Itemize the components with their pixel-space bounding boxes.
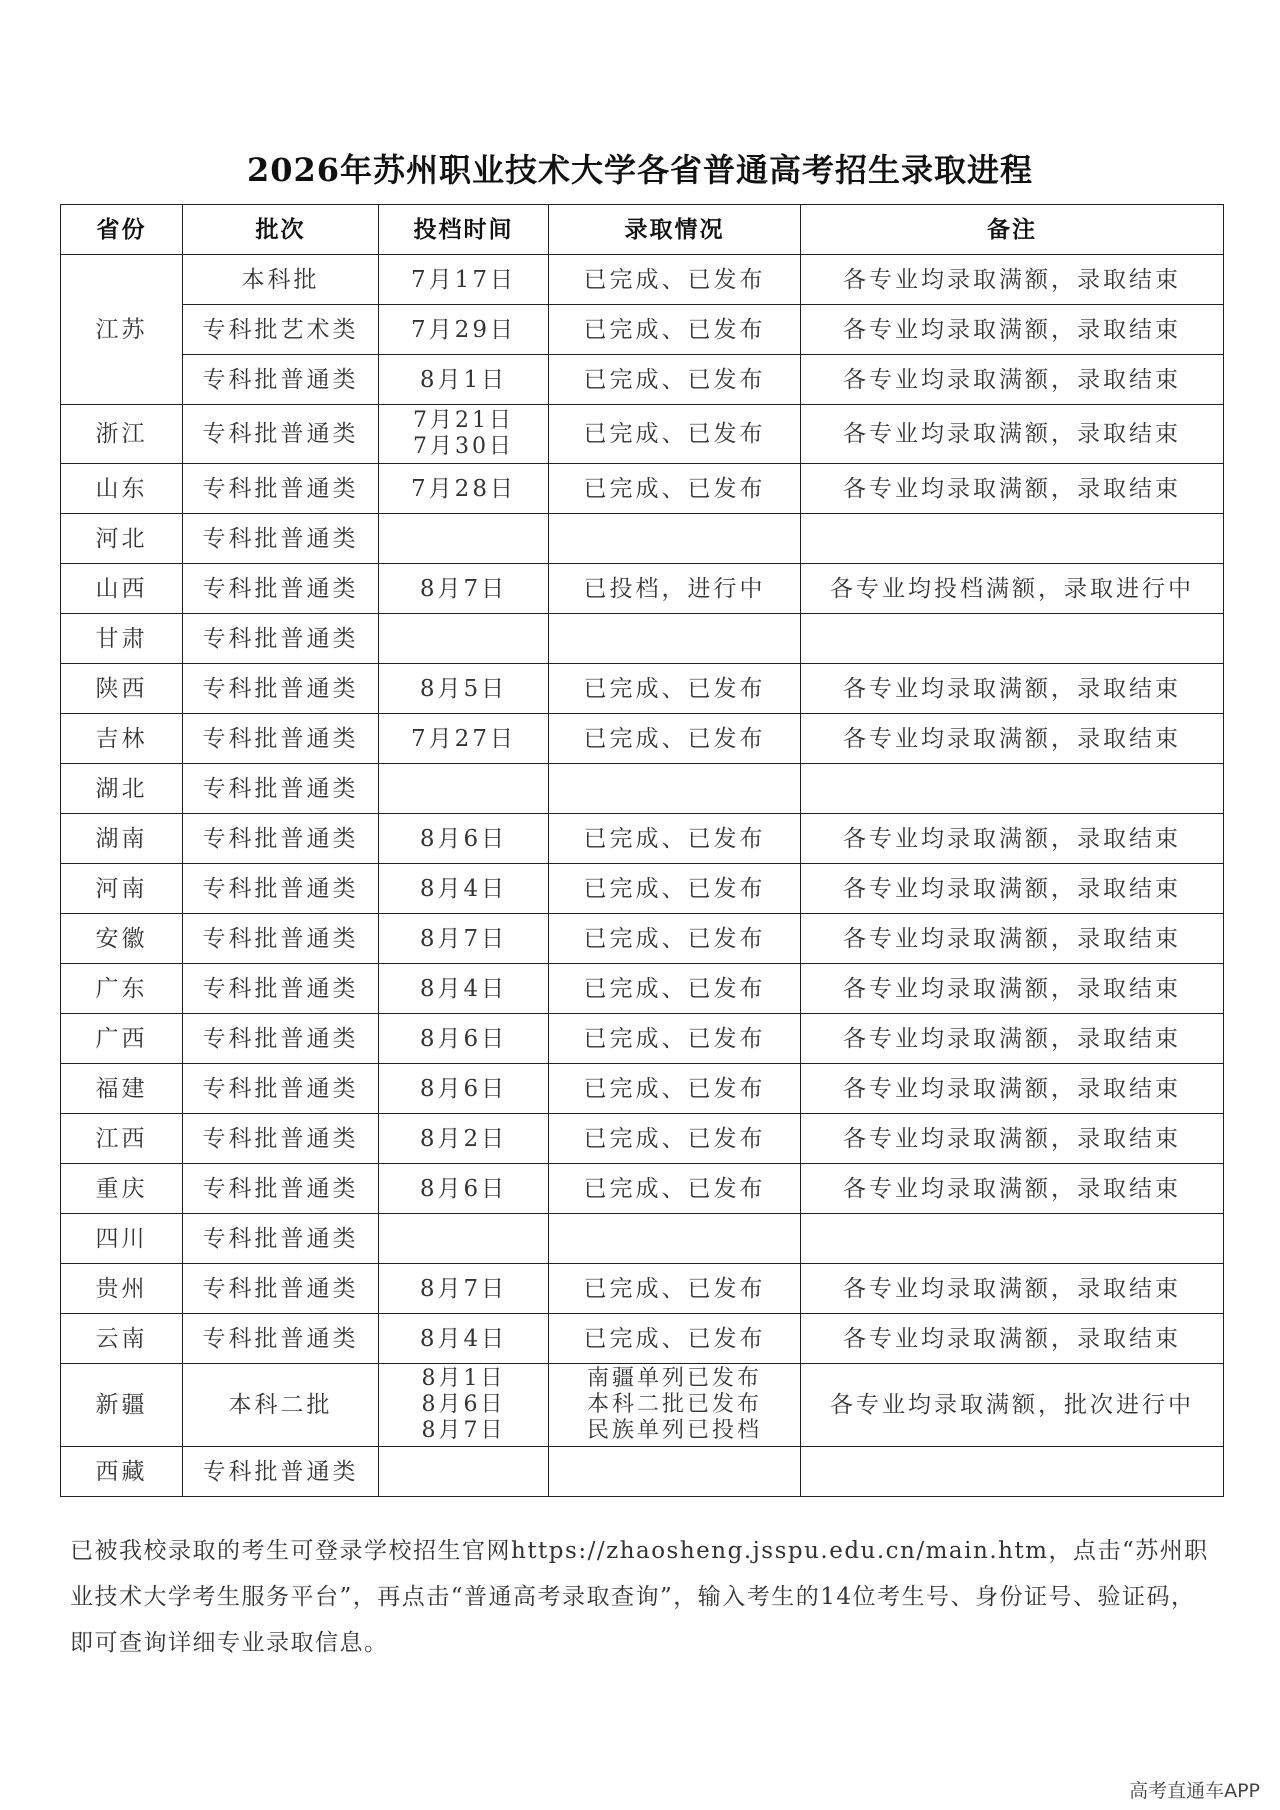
remark-cell: 各专业均录取满额，批次进行中 (801, 1364, 1224, 1447)
batch-cell: 专科批普通类 (183, 355, 379, 405)
table-row (61, 864, 1224, 914)
table-header-row (61, 205, 1224, 255)
time-cell (379, 1214, 549, 1264)
province-cell: 安徽 (61, 914, 183, 964)
table-row (61, 305, 1224, 355)
remark-cell: 各专业均录取满额，录取结束 (801, 1314, 1224, 1364)
header-time: 投档时间 (379, 205, 549, 255)
status-cell: 已完成、已发布 (549, 305, 801, 355)
status-cell: 已完成、已发布 (549, 964, 801, 1014)
time-cell: 7月29日 (379, 305, 549, 355)
province-cell: 云南 (61, 1314, 183, 1364)
remark-cell: 各专业均录取满额，录取结束 (801, 355, 1224, 405)
time-cell: 8月5日 (379, 664, 549, 714)
table-row (61, 564, 1224, 614)
province-cell: 吉林 (61, 714, 183, 764)
time-line: 8月1日 (421, 1366, 506, 1391)
status-cell (549, 1364, 801, 1447)
batch-cell: 专科批普通类 (183, 914, 379, 964)
remark-cell (801, 764, 1224, 814)
remark-cell: 各专业均录取满额，录取结束 (801, 914, 1224, 964)
remark-cell: 各专业均录取满额，录取结束 (801, 305, 1224, 355)
time-cell: 8月7日 (379, 564, 549, 614)
table-row (61, 664, 1224, 714)
time-line: 8月7日 (421, 1418, 506, 1443)
batch-cell: 专科批普通类 (183, 1264, 379, 1314)
province-cell: 甘肃 (61, 614, 183, 664)
table-row (61, 1364, 1224, 1447)
time-cell (379, 1447, 549, 1497)
remark-cell: 各专业均录取满额，录取结束 (801, 464, 1224, 514)
province-cell: 河北 (61, 514, 183, 564)
table-row (61, 1264, 1224, 1314)
remark-cell: 各专业均录取满额，录取结束 (801, 664, 1224, 714)
header-status: 录取情况 (549, 205, 801, 255)
batch-cell: 专科批普通类 (183, 1014, 379, 1064)
province-cell: 四川 (61, 1214, 183, 1264)
table-row (61, 1014, 1224, 1064)
batch-cell: 专科批普通类 (183, 714, 379, 764)
batch-cell: 专科批普通类 (183, 814, 379, 864)
status-line: 南疆单列已发布 (586, 1366, 762, 1391)
time-cell (379, 405, 549, 464)
header-remark: 备注 (801, 205, 1224, 255)
status-cell: 已投档，进行中 (549, 564, 801, 614)
status-cell: 已完成、已发布 (549, 1064, 801, 1114)
time-line: 8月6日 (421, 1392, 506, 1417)
batch-cell: 专科批艺术类 (183, 305, 379, 355)
remark-cell: 各专业均录取满额，录取结束 (801, 1264, 1224, 1314)
header-batch: 批次 (183, 205, 379, 255)
province-cell: 西藏 (61, 1447, 183, 1497)
remark-cell: 各专业均录取满额，录取结束 (801, 814, 1224, 864)
batch-cell: 专科批普通类 (183, 1447, 379, 1497)
status-cell: 已完成、已发布 (549, 1014, 801, 1064)
remark-cell: 各专业均录取满额，录取结束 (801, 1114, 1224, 1164)
admission-progress-table (60, 204, 1224, 1497)
table-row (61, 1164, 1224, 1214)
province-cell: 广东 (61, 964, 183, 1014)
province-cell: 福建 (61, 1064, 183, 1114)
remark-cell: 各专业均录取满额，录取结束 (801, 1164, 1224, 1214)
time-cell: 8月4日 (379, 1314, 549, 1364)
province-cell: 广西 (61, 1014, 183, 1064)
time-cell (379, 614, 549, 664)
province-cell: 陕西 (61, 664, 183, 714)
status-cell (549, 1447, 801, 1497)
batch-cell: 专科批普通类 (183, 1214, 379, 1264)
time-cell: 8月4日 (379, 864, 549, 914)
status-cell (549, 614, 801, 664)
page-title: 2026年苏州职业技术大学各省普通高考招生录取进程 (246, 151, 1034, 189)
province-cell: 湖北 (61, 764, 183, 814)
time-cell: 8月6日 (379, 814, 549, 864)
status-cell: 已完成、已发布 (549, 1164, 801, 1214)
province-cell: 江西 (61, 1114, 183, 1164)
time-cell: 7月28日 (379, 464, 549, 514)
remark-cell (801, 514, 1224, 564)
status-cell: 已完成、已发布 (549, 1114, 801, 1164)
table-row (61, 1447, 1224, 1497)
watermark: 高考直通车APP (1129, 1780, 1260, 1802)
table-row (61, 814, 1224, 864)
time-cell (379, 764, 549, 814)
status-cell (549, 1214, 801, 1264)
time-cell: 8月7日 (379, 1264, 549, 1314)
batch-cell: 专科批普通类 (183, 514, 379, 564)
status-line: 民族单列已投档 (586, 1418, 762, 1443)
status-cell: 已完成、已发布 (549, 864, 801, 914)
table-row (61, 255, 1224, 305)
province-cell: 贵州 (61, 1264, 183, 1314)
remark-cell (801, 614, 1224, 664)
province-cell: 河南 (61, 864, 183, 914)
remark-cell: 各专业均录取满额，录取结束 (801, 405, 1224, 464)
table-row (61, 714, 1224, 764)
remark-cell: 各专业均投档满额，录取进行中 (801, 564, 1224, 614)
table-row (61, 464, 1224, 514)
remark-cell: 各专业均录取满额，录取结束 (801, 964, 1224, 1014)
batch-cell: 专科批普通类 (183, 1114, 379, 1164)
time-cell (379, 514, 549, 564)
remark-cell: 各专业均录取满额，录取结束 (801, 864, 1224, 914)
batch-cell: 专科批普通类 (183, 764, 379, 814)
table-row (61, 964, 1224, 1014)
time-cell (379, 1364, 549, 1447)
time-line: 7月30日 (413, 434, 514, 459)
time-cell: 8月6日 (379, 1014, 549, 1064)
batch-cell: 专科批普通类 (183, 614, 379, 664)
time-cell: 8月1日 (379, 355, 549, 405)
province-cell: 江苏 (61, 255, 183, 405)
time-cell: 8月7日 (379, 914, 549, 964)
table-row (61, 614, 1224, 664)
query-instructions: 已被我校录取的考生可登录学校招生官网https://zhaosheng.jsspu.edu.cn/main.htm，点击“苏州职业技术大学考生服务平台”，再点击“普通高考录取查询”，输入考生的14位考生号、身份证号、验证码，即可查询详细专业录取信息。 (70, 1538, 1209, 1656)
status-cell: 已完成、已发布 (549, 664, 801, 714)
time-cell: 8月6日 (379, 1164, 549, 1214)
status-cell: 已完成、已发布 (549, 1264, 801, 1314)
table-row (61, 514, 1224, 564)
time-cell: 8月2日 (379, 1114, 549, 1164)
batch-cell: 专科批普通类 (183, 964, 379, 1014)
batch-cell: 专科批普通类 (183, 464, 379, 514)
province-cell: 新疆 (61, 1364, 183, 1447)
status-cell: 已完成、已发布 (549, 814, 801, 864)
time-cell: 7月27日 (379, 714, 549, 764)
table-row (61, 1114, 1224, 1164)
batch-cell: 专科批普通类 (183, 1164, 379, 1214)
remark-cell: 各专业均录取满额，录取结束 (801, 255, 1224, 305)
time-cell: 7月17日 (379, 255, 549, 305)
table-row (61, 1064, 1224, 1114)
batch-cell: 本科批 (183, 255, 379, 305)
batch-cell: 专科批普通类 (183, 405, 379, 464)
table-row (61, 355, 1224, 405)
batch-cell: 专科批普通类 (183, 664, 379, 714)
batch-cell: 专科批普通类 (183, 864, 379, 914)
table-row (61, 1314, 1224, 1364)
province-cell: 湖南 (61, 814, 183, 864)
remark-cell: 各专业均录取满额，录取结束 (801, 1064, 1224, 1114)
status-cell: 已完成、已发布 (549, 255, 801, 305)
batch-cell: 专科批普通类 (183, 1064, 379, 1114)
batch-cell: 专科批普通类 (183, 1314, 379, 1364)
table-row (61, 764, 1224, 814)
province-cell: 重庆 (61, 1164, 183, 1214)
batch-cell: 专科批普通类 (183, 564, 379, 614)
time-cell: 8月4日 (379, 964, 549, 1014)
province-cell: 山西 (61, 564, 183, 614)
status-cell: 已完成、已发布 (549, 1314, 801, 1364)
table-row (61, 1214, 1224, 1264)
status-cell (549, 514, 801, 564)
time-cell: 8月6日 (379, 1064, 549, 1114)
status-cell: 已完成、已发布 (549, 464, 801, 514)
remark-cell: 各专业均录取满额，录取结束 (801, 1014, 1224, 1064)
province-cell: 山东 (61, 464, 183, 514)
status-cell: 已完成、已发布 (549, 714, 801, 764)
province-cell: 浙江 (61, 405, 183, 464)
status-cell: 已完成、已发布 (549, 355, 801, 405)
header-province: 省份 (61, 205, 183, 255)
status-cell (549, 764, 801, 814)
status-line: 本科二批已发布 (586, 1392, 762, 1417)
time-line: 7月21日 (413, 408, 514, 433)
table-row (61, 914, 1224, 964)
table-row (61, 405, 1224, 464)
batch-cell: 本科二批 (183, 1364, 379, 1447)
status-cell: 已完成、已发布 (549, 405, 801, 464)
remark-cell (801, 1447, 1224, 1497)
remark-cell: 各专业均录取满额，录取结束 (801, 714, 1224, 764)
remark-cell (801, 1214, 1224, 1264)
status-cell: 已完成、已发布 (549, 914, 801, 964)
